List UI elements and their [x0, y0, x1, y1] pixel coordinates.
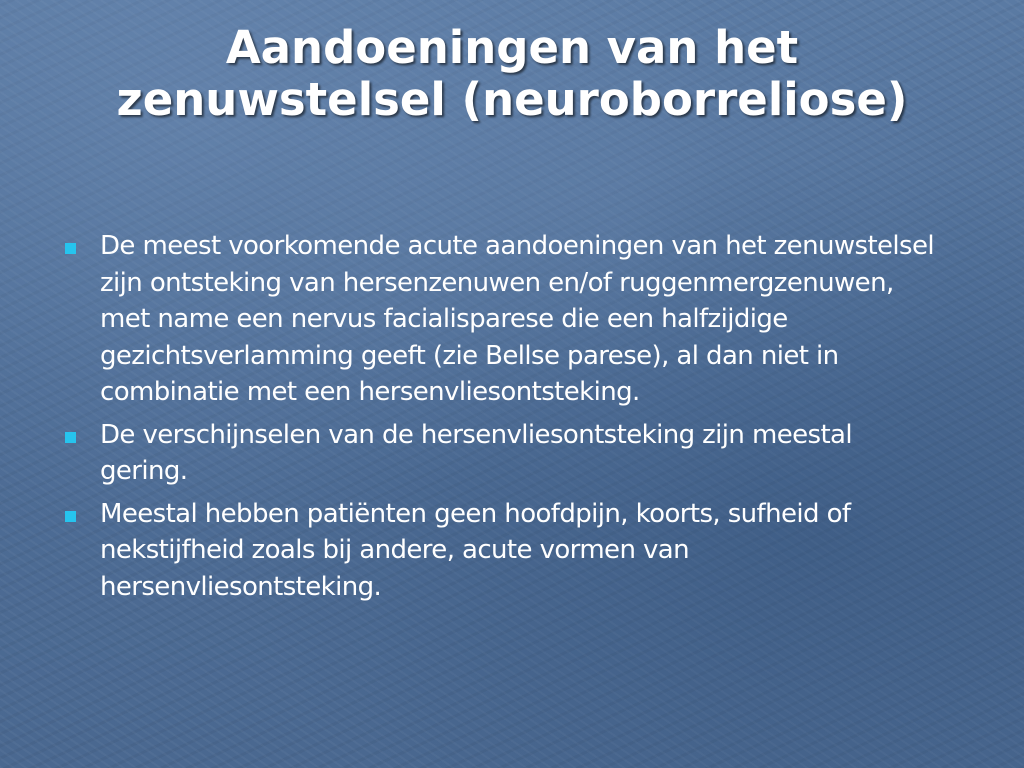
- bullet-text: De verschijnselen van de hersenvliesontsteking zijn meestal gering.: [100, 419, 852, 486]
- bullet-text: Meestal hebben patiënten geen hoofdpijn, koorts, sufheid of nekstijfheid zoals bij andere, acute vormen van hersenvliesontsteking.: [100, 498, 851, 602]
- square-bullet-icon: [65, 432, 76, 443]
- bullet-item: [62, 228, 942, 411]
- bullet-item: [62, 496, 942, 606]
- square-bullet-icon: [65, 511, 76, 522]
- bullet-list: [62, 228, 942, 611]
- slide-title-line-1: Aandoeningen van het: [225, 21, 799, 74]
- slide-title-line-2: zenuwstelsel (neuroborreliose): [116, 73, 908, 126]
- square-bullet-icon: [65, 243, 76, 254]
- bullet-item: [62, 417, 942, 490]
- bullet-text: De meest voorkomende acute aandoeningen van het zenuwstelsel zijn ontsteking van hersenzenuwen en/of ruggenmergzenuwen, met name een nervus facialisparese die een halfzijdige gezichtsverlamming geeft (zie Bellse parese), al dan niet in combinatie met een hersenvliesontsteking.: [100, 231, 935, 407]
- slide-title: [0, 22, 1024, 126]
